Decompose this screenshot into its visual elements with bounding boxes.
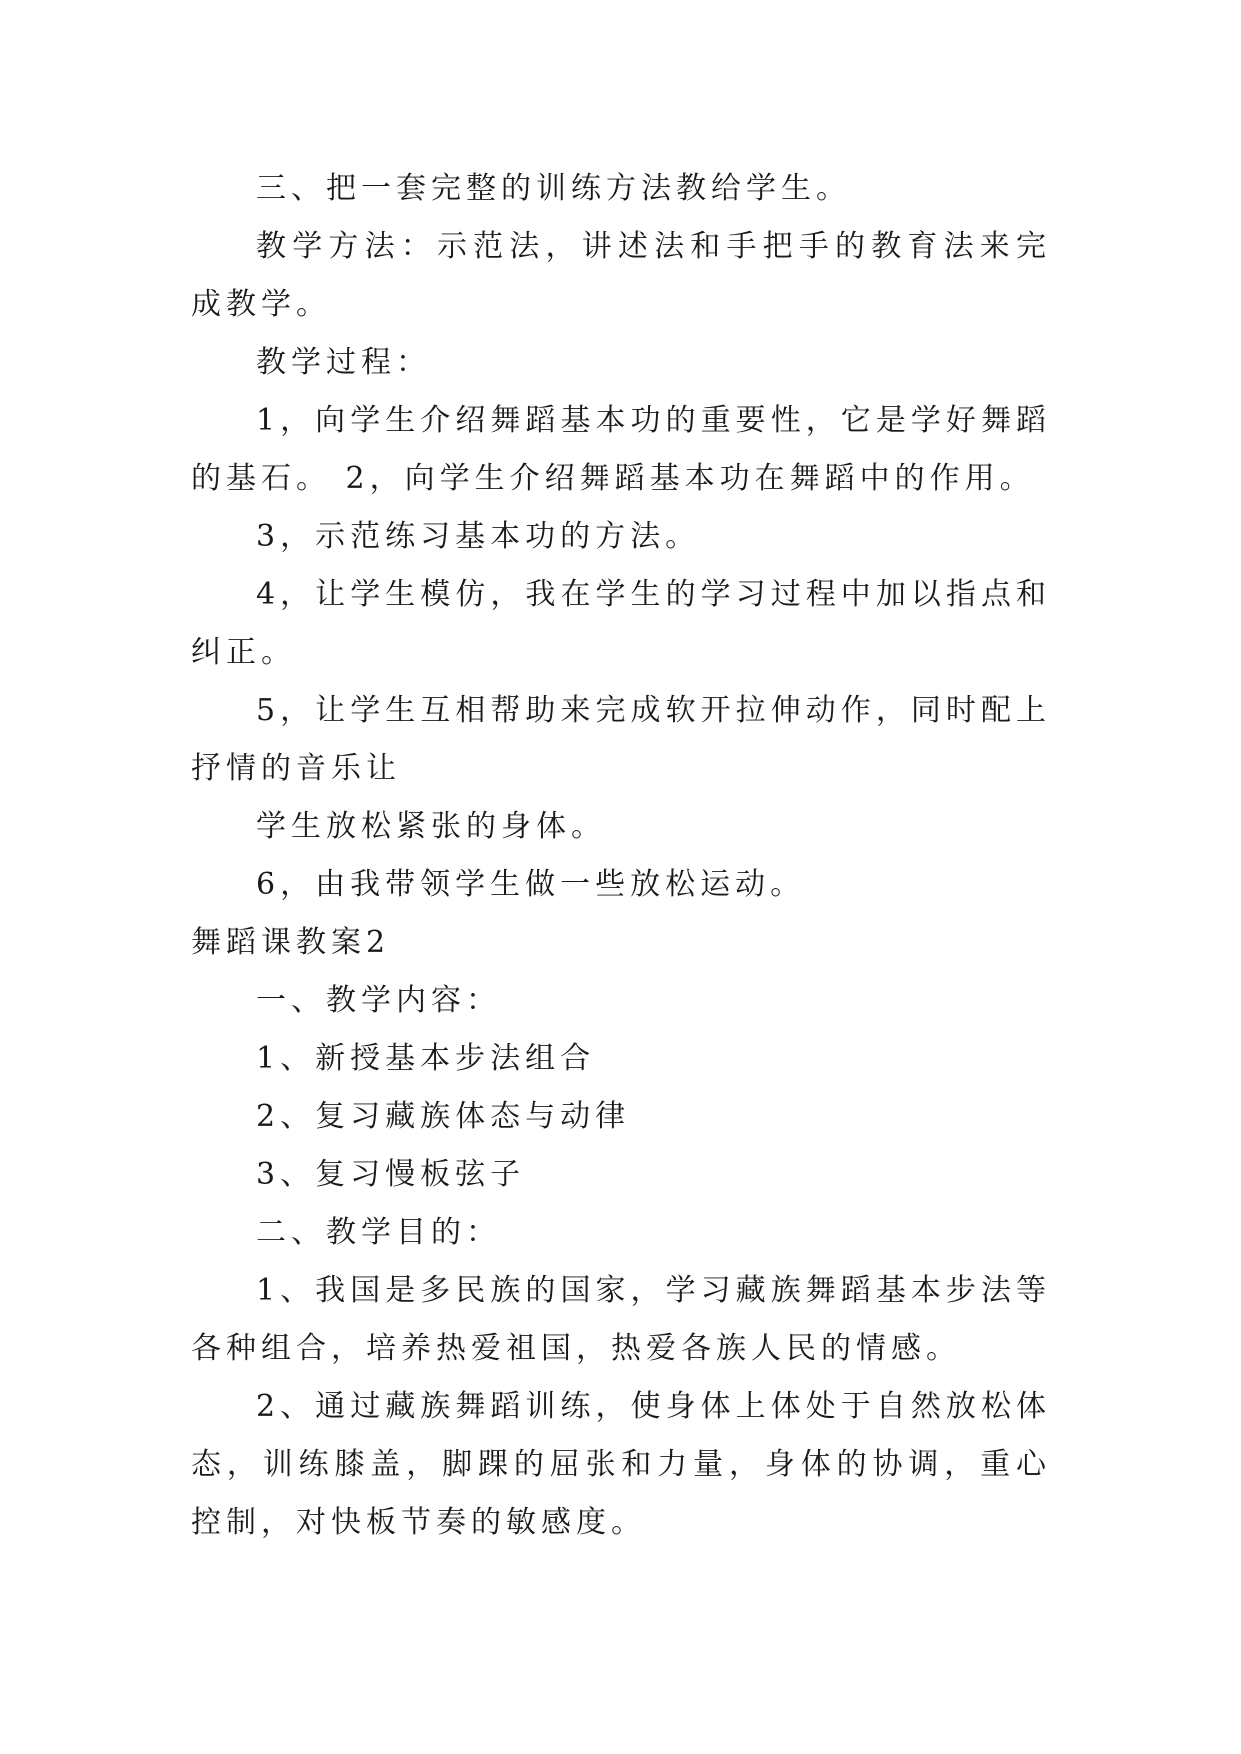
- paragraph-teaching-goal-heading: 二、教学目的：: [256, 1215, 501, 1250]
- document-body: [191, 160, 1051, 1552]
- paragraph-goal-item-1: 1、我国是多民族的国家，学习藏族舞蹈基本步法等各种组合，培养热爱祖国，热爱各族人民的情感。: [191, 1273, 1051, 1366]
- paragraph-step-5-continued: 学生放松紧张的身体。: [256, 809, 606, 844]
- paragraph-training-method: 三、把一套完整的训练方法教给学生。: [256, 171, 851, 206]
- paragraph-teaching-method: 教学方法：示范法，讲述法和手把手的教育法来完成教学。: [191, 229, 1051, 322]
- paragraph-content-item-1: 1、新授基本步法组合: [256, 1041, 596, 1076]
- paragraph-content-item-3: 3、复习慢板弦子: [256, 1157, 526, 1192]
- paragraph-step-1-2: 1，向学生介绍舞蹈基本功的重要性，它是学好舞蹈的基石。 2，向学生介绍舞蹈基本功在舞蹈中的作用。: [191, 403, 1051, 496]
- paragraph-step-4: 4，让学生模仿，我在学生的学习过程中加以指点和纠正。: [191, 577, 1051, 670]
- paragraph-step-6: 6，由我带领学生做一些放松运动。: [256, 867, 806, 902]
- paragraph-step-5: 5，让学生互相帮助来完成软开拉伸动作，同时配上抒情的音乐让: [191, 693, 1051, 786]
- paragraph-teaching-process-heading: 教学过程：: [256, 345, 431, 380]
- section-title-lesson-plan-2: 舞蹈课教案2: [191, 925, 391, 960]
- paragraph-content-item-2: 2、复习藏族体态与动律: [256, 1099, 631, 1134]
- paragraph-step-3: 3，示范练习基本功的方法。: [256, 519, 701, 554]
- paragraph-goal-item-2: 2、通过藏族舞蹈训练，使身体上体处于自然放松体态，训练膝盖，脚踝的屈张和力量，身体的协调，重心控制，对快板节奏的敏感度。: [191, 1389, 1051, 1540]
- paragraph-teaching-content-heading: 一、教学内容：: [256, 983, 501, 1018]
